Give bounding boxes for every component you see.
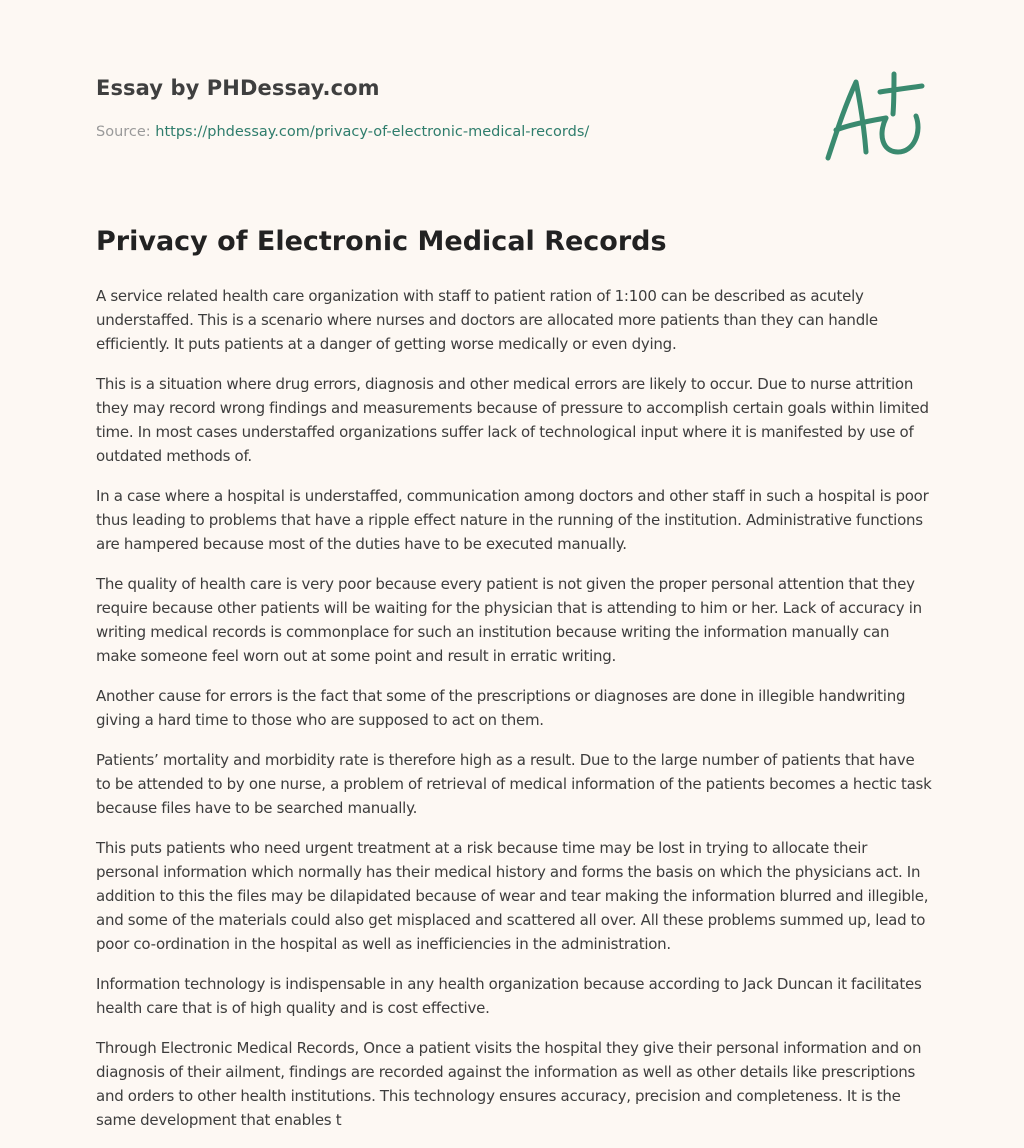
essay-paragraph: Information technology is indispensable in any health organization because according to Jack Duncan it facilitates health care that is of high quality and is cost effective.: [96, 975, 922, 1017]
source-label: Source:: [96, 124, 156, 140]
essay-paragraph: This is a situation where drug errors, diagnosis and other medical errors are likely to occur. Due to nurse attrition they may record wrong findings and measurements because of pressure to accomplish certain goals within limited time. In most cases understaffed organizations suffer lack of technological input where it is manifested by use of outdated methods of.: [96, 375, 929, 465]
brand-title: Essay by PHDessay.com: [96, 76, 380, 100]
essay-body: [96, 284, 932, 1148]
essay-title: Privacy of Electronic Medical Records: [96, 226, 667, 257]
essay-paragraph: Through Electronic Medical Records, Once a patient visits the hospital they give their personal information and on diagnosis of their ailment, findings are recorded against the information as well as other details like prescriptions and orders to other health institutions. This technology ensures accuracy, precision and completeness. It is the same development that enables t: [96, 1039, 922, 1129]
essay-paragraph: The quality of health care is very poor because every patient is not given the proper personal attention that they require because other patients will be waiting for the physician that is attending to him or her. Lack of accuracy in writing medical records is commonplace for such an institution because writing the information manually can make someone feel worn out at some point and result in erratic writing.: [96, 575, 922, 665]
essay-paragraph: Another cause for errors is the fact that some of the prescriptions or diagnoses are done in illegible handwriting giving a hard time to those who are supposed to act on them.: [96, 687, 906, 729]
essay-paragraph: Patients’ mortality and morbidity rate is therefore high as a result. Due to the large number of patients that have to be attended to by one nurse, a problem of retrieval of medical information of the patients becomes a hectic task because files have to be searched manually.: [96, 751, 932, 817]
essay-paragraph: In a case where a hospital is understaffed, communication among doctors and other staff in such a hospital is poor thus leading to problems that have a ripple effect nature in the running of the institution. Administrative functions are hampered because most of the duties have to be executed manually.: [96, 487, 929, 553]
essay-paragraph: A service related health care organization with staff to patient ration of 1:100 can be described as acutely understaffed. This is a scenario where nurses and doctors are allocated more patients than they can handle efficiently. It puts patients at a danger of getting worse medically or even dying.: [96, 287, 878, 353]
source-link[interactable]: https://phdessay.com/privacy-of-electronic-medical-records/: [155, 124, 590, 140]
a-plus-logo-icon: [822, 68, 930, 168]
source-line: [96, 124, 589, 140]
essay-paragraph: This puts patients who need urgent treatment at a risk because time may be lost in trying to allocate their personal information which normally has their medical history and forms the basis on which the physicians act. In addition to this the files may be dilapidated because of wear and tear making the information blurred and illegible, and some of the materials could also get misplaced and scattered all over. All these problems summed up, lead to poor co-ordination in the hospital as well as inefficiencies in the administration.: [96, 839, 929, 953]
